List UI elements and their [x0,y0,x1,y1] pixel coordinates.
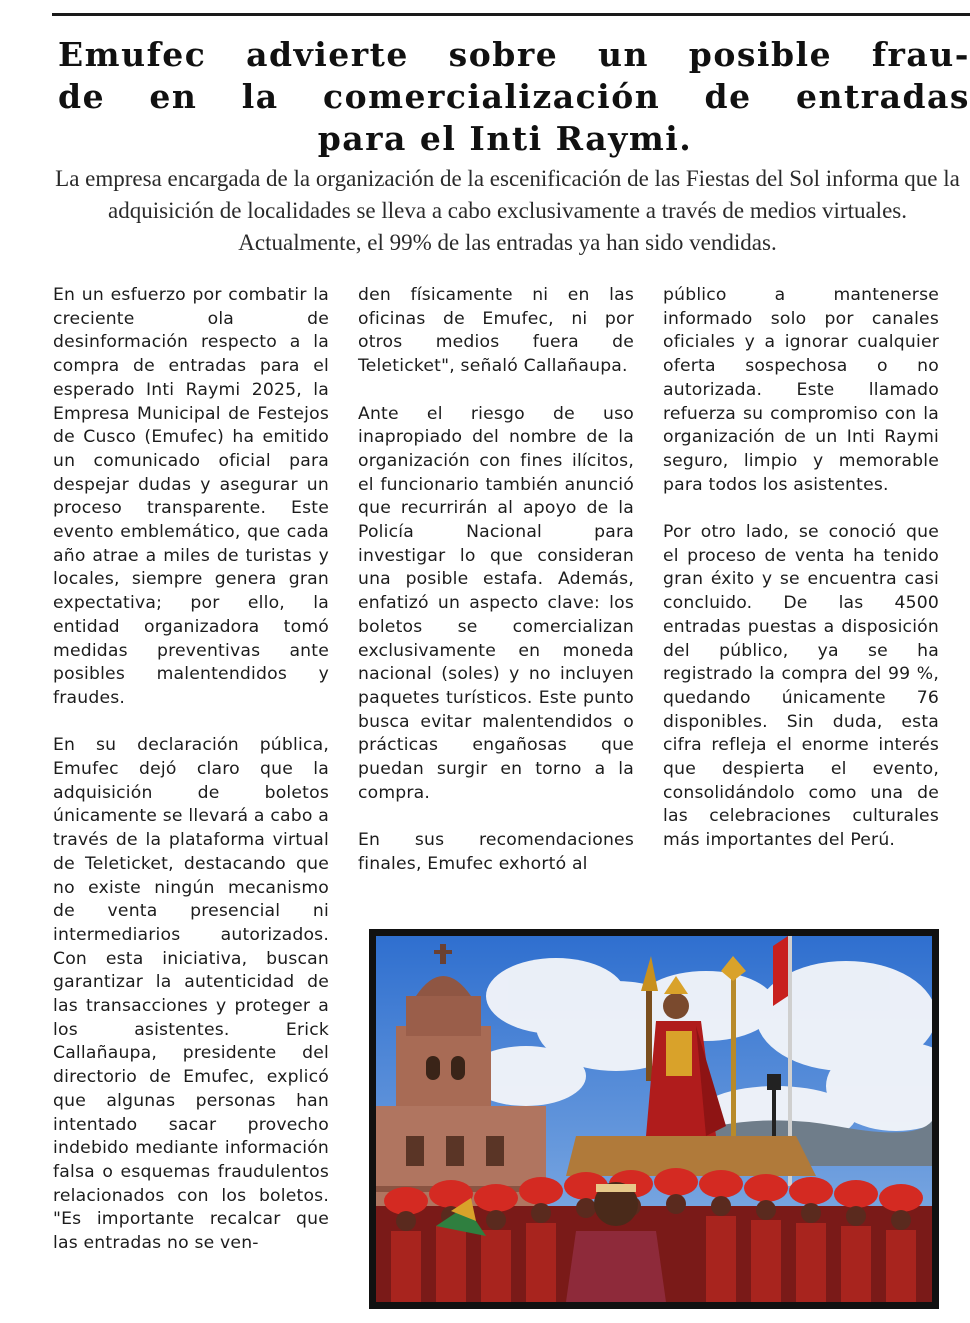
article-subheadline: La empresa encargada de la organización de la escenificación de las Fiestas del Sol informa que la adquisición de localidades se lleva a cabo exclusivamente a través de medios virtuales. Actualmente, el 99% de las entradas ya han sido vendidas. [55,166,960,255]
headline-line-2: de en la comercialización de entradas [58,77,970,116]
column-2-paragraph-3: En sus recomendaciones finales, Emufec exhortó al [358,830,634,874]
text-column-1 [53,284,329,1256]
column-2-paragraph-1: den físicamente ni en las oficinas de Emufec, ni por otros medios fuera de Teleticket", señaló Callañaupa. [358,285,634,377]
column-3-paragraph-2: Por otro lado, se conoció que el proceso de venta ha tenido gran éxito y se encuentra casi concluido. De las 4500 entradas puestas a disposición del público, ya se ha registrado la compra del 99 %, quedando únicamente 76 disponibles. Sin duda, esta cifra refleja el enorme interés que despierta el evento, consolidándolo como una de las celebraciones culturales más importantes del Perú. [663,522,939,851]
headline-line-3: para el Inti Raymi. [317,119,693,158]
column-2-paragraph-2: Ante el riesgo de uso inapropiado del nombre de la organización con fines ilícitos, el funcionario también anunció que recurrirán al apoyo de la Policía Nacional para investigar lo que consideran una posible estafa. Además, enfatizó un aspecto clave: los boletos se comercializan exclusivamente en moneda nacional (soles) y no incluyen paquetes turísticos. Este punto busca evitar malentendidos o prácticas engañosas que puedan surgir en torno a la compra. [358,403,634,803]
article-headline [40,34,970,160]
column-1-paragraph-1: En un esfuerzo por combatir la creciente ola de desinformación respecto a la compra de entradas para el esperado Inti Raymi 2025, la Empresa Municipal de Festejos de Cusco (Emufec) ha emitido un comunicado oficial para despejar dudas y asegurar un proceso transparente. Este evento emblemático, que cada año atrae a miles de turistas y locales, siempre genera gran expectativa; por ello, la entidad organizadora tomó medidas preventivas ante posibles malentendidos y fraudes. [53,285,329,708]
photo-illustration [376,936,932,1302]
text-column-2 [358,284,634,877]
column-3-paragraph-1: público a mantenerse informado solo por canales oficiales y a ignorar cualquier oferta sospechosa o no autorizada. Este llamado refuerza su compromiso con la organización de un Inti Raymi seguro, limpio y memorable para todos los asistentes. [663,285,939,495]
column-1-paragraph-2: En su declaración pública, Emufec dejó claro que la adquisición de boletos únicamente se llevará a cabo a través de la plataforma virtual de Teleticket, destacando que no existe ningún mecanismo de venta presencial ni intermediarios autorizados. Con esta iniciativa, buscan garantizar la autenticidad de las transacciones y proteger a los asistentes. Erick Callañaupa, presidente del directorio de Emufec, explicó que algunas personas han intentado sacar provecho indebido mediante información falsa o esquemas fraudulentos relacionados con los boletos. "Es importante recalcar que las entradas no se ven- [53,735,329,1254]
inti-raymi-ceremony-photo [369,929,939,1309]
text-column-3 [663,284,939,853]
top-rule [52,13,970,16]
headline-line-1: Emufec advierte sobre un posible frau- [58,35,970,74]
